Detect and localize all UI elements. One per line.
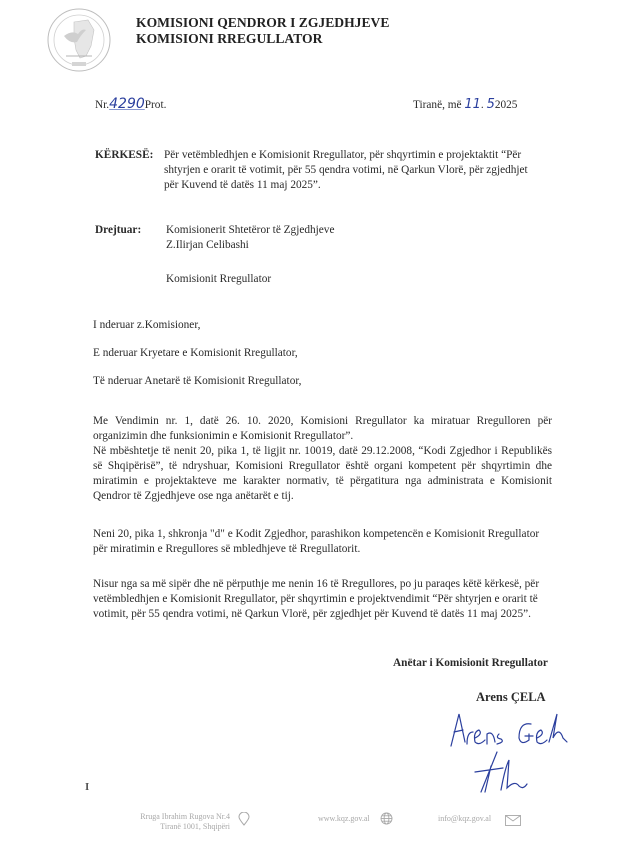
location-icon (238, 812, 250, 831)
addressee-recipient: Komisionerit Shtetëror të Zgjedhjeve Z.Ilirjan Celibashi (166, 224, 335, 251)
handwritten-signature (445, 708, 605, 798)
protocol-number: Nr.4290Prot. (95, 96, 167, 112)
footer-website[interactable]: www.kqz.gov.al (318, 814, 370, 823)
paragraph-1: Me Vendimin nr. 1, datë 26. 10. 2020, Komisioni Rregullator ka miratuar Rregulloren për organizimin dhe funksionimin e Komisionit Rregullator”. (93, 415, 552, 442)
page-mark: I (85, 781, 90, 793)
signatory-name: Arens ÇELA (476, 690, 546, 704)
paragraph-4: Nisur nga sa më sipër dhe në përputhje me nenin 16 të Rregullores, po ju paraqes këtë kërkesë, për vetëmbledhjen e Komisionit Rregullator, për shqyrtimin e projektvendimit “Për shtyrjen e orarit të votimit, për 55 qendra votimi, në Qarkun Vlorë, për zgjedhjet për Kuvend të datës 11 maj 2025”. (93, 578, 540, 620)
greeting-commissioner: I nderuar z.Komisioner, (93, 319, 201, 331)
mail-icon (505, 813, 521, 831)
handwritten-protocol-number: 4290 (109, 96, 145, 112)
paragraph-3: Neni 20, pika 1, shkronja "d" e Kodit Zgjedhor, parashikon kompetencën e Komisionit Rregullator për miratimin e Rregullores së mbledhjeve të Rregullatorit. (93, 528, 540, 555)
addressee-commission: Komisionit Rregullator (166, 273, 272, 285)
kqz-seal-logo (44, 6, 114, 74)
handwritten-month: 5 (486, 97, 495, 112)
request-label: KËRKESË: (95, 149, 154, 161)
letterhead (136, 15, 389, 47)
footer-address: Rruga Ibrahim Rugova Nr.4 Tiranë 1001, Shqipëri (140, 812, 230, 831)
addressee-label: Drejtuar: (95, 224, 142, 236)
commission-name: KOMISIONI RREGULLATOR (136, 31, 323, 46)
place-date: Tiranë, më 11. 52025 (413, 97, 518, 112)
paragraph-2: Në mbështetje të nenit 20, pika 1, të ligjit nr. 10019, datë 29.12.2008, “Kodi Zgjedhor i Republikës së Shqipërisë”, të ndryshuar, Komisioni Rregullator është organi kompetent për shqyrtimin dhe miratimin e projektakteve me karakter normativ, të përgatitura nga administrata e Komisionit Qendror të Zgjedhjeve ose nga anëtarët e tij. (93, 445, 552, 502)
greeting-members: Të nderuar Anetarë të Komisionit Rregullator, (93, 375, 302, 387)
handwritten-day: 11 (464, 97, 481, 112)
institution-name: KOMISIONI QENDROR I ZGJEDHJEVE (136, 15, 390, 30)
footer-email[interactable]: info@kqz.gov.al (438, 814, 492, 823)
globe-icon (380, 812, 393, 830)
signatory-role: Anëtar i Komisionit Rregullator (393, 657, 548, 669)
request-subject: Për vetëmbledhjen e Komisionit Rregullator, për shqyrtimin e projektaktit “Për shtyrjen e orarit të votimit, për 55 qendra votimi, në Qarkun Vlorë, për zgjedhjet për Kuvend të datës 11 maj 2025”. (164, 149, 528, 191)
greeting-chair: E nderuar Kryetare e Komisionit Rregullator, (93, 347, 298, 359)
